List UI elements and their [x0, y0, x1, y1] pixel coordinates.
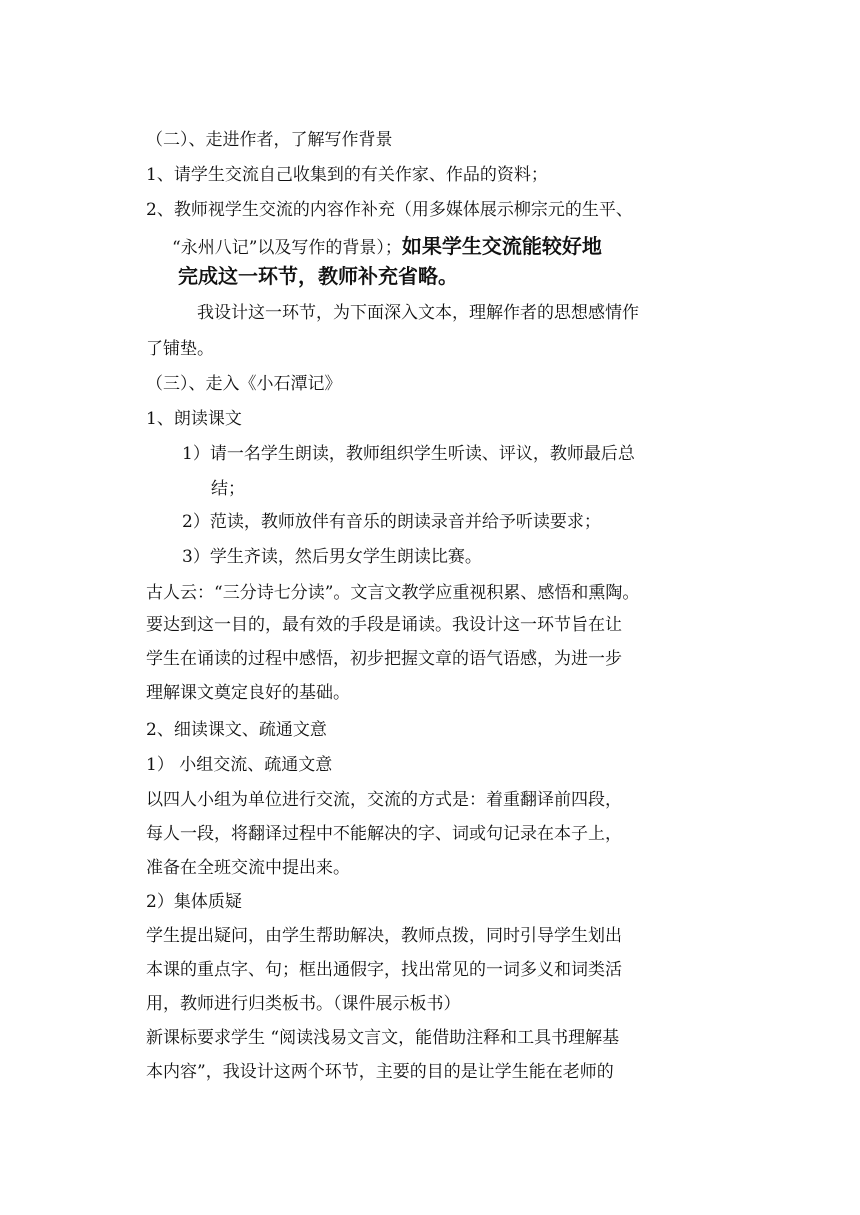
design-note1-line1: 我设计这一环节，为下面深入文本，理解作者的思想感情作	[197, 303, 639, 323]
section2-item1: 1、请学生交流自己收集到的有关作家、作品的资料；	[146, 165, 548, 185]
group-line3: 准备在全班交流中提出来。	[146, 858, 350, 878]
reading-step1-line2: 结；	[211, 479, 245, 499]
group-line1: 以四人小组为单位进行交流，交流的方式是：着重翻译前四段，	[146, 790, 622, 810]
collective-line2: 本课的重点字、句；框出通假字，找出常见的一词多义和词类活	[146, 960, 622, 980]
close-reading-title: 2、细读课文、疏通文意	[146, 720, 327, 740]
reading-note-line4: 理解课文奠定良好的基础。	[146, 683, 350, 703]
reading-title: 1、朗读课文	[146, 409, 242, 429]
section2-item2-line1: 2、教师视学生交流的内容作补充（用多媒体展示柳宗元的生平、	[146, 200, 633, 220]
reading-note-line1: 古人云：“三分诗七分读”。文言文教学应重视积累、感悟和熏陶。	[146, 583, 640, 603]
group-title: 1） 小组交流、疏通文意	[146, 755, 333, 775]
collective-line3: 用，教师进行归类板书。（课件展示板书）	[146, 994, 461, 1014]
section2-item2-line2a: “永州八记”以及写作的背景）；	[172, 238, 402, 258]
section3-title: （三）、走入《小石潭记》	[146, 374, 342, 394]
reading-step3: 3）学生齐读，然后男女学生朗读比赛。	[182, 547, 482, 567]
reading-step2: 2）范读，教师放伴有音乐的朗读录音并给予听读要求；	[182, 512, 601, 532]
collective-line1: 学生提出疑问，由学生帮助解决，教师点拨，同时引导学生划出	[146, 926, 622, 946]
reading-step1-line1: 1）请一名学生朗读，教师组织学生听读、评议，教师最后总	[182, 444, 635, 464]
reading-note-line2: 要达到这一目的，最有效的手段是诵读。我设计这一环节旨在让	[146, 615, 622, 635]
section2-title: （二）、走进作者，了解写作背景	[146, 130, 393, 150]
collective-title: 2）集体质疑	[146, 892, 242, 912]
reading-note-line3: 学生在诵读的过程中感悟，初步把握文章的语气语感，为进一步	[146, 649, 622, 669]
standard-line2: 本内容”，我设计这两个环节，主要的目的是让学生能在老师的	[146, 1062, 614, 1082]
section2-item2-line2	[172, 235, 602, 259]
section2-item2-line2b: 如果学生交流能较好地	[401, 234, 602, 258]
group-line2: 每人一段，将翻译过程中不能解决的字、词或句记录在本子上，	[146, 824, 622, 844]
standard-line1: 新课标要求学生 “阅读浅易文言文，能借助注释和工具书理解基	[146, 1028, 620, 1048]
design-note1-line2: 了铺垫。	[146, 339, 214, 359]
section2-item2-line3: 完成这一环节，教师补充省略。	[178, 264, 458, 288]
